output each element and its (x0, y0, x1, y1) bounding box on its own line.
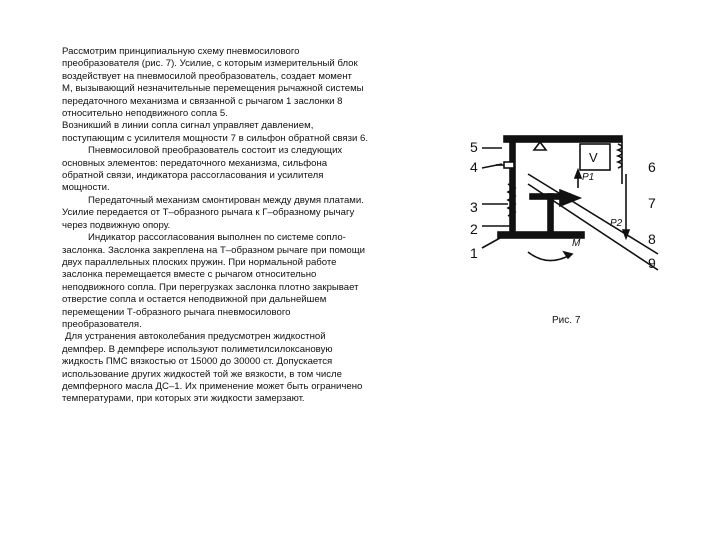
diagram-svg (468, 134, 678, 284)
label-p1: P1 (582, 172, 595, 183)
label-8: 8 (648, 231, 656, 247)
text-line: мощности. (62, 182, 110, 194)
figure-caption: Рис. 7 (552, 315, 581, 326)
pneumatic-converter-diagram (468, 134, 678, 284)
text-line: заслонка. Заслонка закреплена на Т–образном рычаге при помощи (62, 244, 365, 256)
text-line: воздействует на пневмосилой преобразователь, создает момент (62, 70, 352, 82)
label-2: 2 (470, 221, 478, 237)
text-line: Индикатор рассогласования выполнен по системе сопло- (88, 232, 346, 244)
text-line: обратной связи, индикатора рассогласования и усилителя (62, 170, 324, 182)
text-line: Рассмотрим принципиальную схему пневмосилового (62, 46, 300, 57)
top-plate (504, 136, 622, 142)
text-line: жидкость ПМС вязкостью от 15000 до 30000 ст. Допускается (62, 356, 333, 368)
label-v: V (589, 150, 598, 165)
text-line: двух параллельных плоских пружин. При нормальной работе (62, 256, 337, 268)
text-line: поступающим с усилителя мощности 7 в сильфон обратной связи 6. (62, 132, 369, 144)
text-line: отверстие сопла и остается неподвижной при дальнейшем (62, 294, 327, 306)
label-6: 6 (648, 159, 656, 175)
label-7: 7 (648, 195, 656, 211)
pivot-top (534, 142, 546, 150)
text-line: преобразователя (рис. 7). Усилие, с которым измерительный блок (62, 58, 358, 70)
text-line: через подвижную опору. (62, 219, 171, 231)
text-line: М, вызывающий незначительные перемещения рычажной системы (62, 83, 364, 95)
label-9: 9 (648, 255, 656, 271)
label-3: 3 (470, 199, 478, 215)
label-1: 1 (470, 245, 478, 261)
text-line: Усилие передается от Т–образного рычага к Г–образному рычагу (62, 207, 355, 219)
text-line: температурами, при которых эти жидкости замерзают. (62, 393, 305, 405)
text-line: Пневмосиловой преобразователь состоит из следующих (88, 145, 343, 157)
text-line: передаточного механизма и связанной с рычагом 1 заслонки 8 (62, 95, 343, 107)
text-line: преобразователя. (62, 318, 142, 330)
text-line: демпферного масла ДС–1. Их применение может быть ограничено (62, 380, 363, 392)
text-line: заслонка перемещается вместе с рычагом относительно (62, 269, 317, 281)
text-line: Возникший в линии сопла сигнал управляет давлением, (62, 120, 314, 132)
label-5: 5 (470, 139, 478, 155)
text-line: перемещении Т-образного рычага пневмосилового (62, 306, 291, 318)
text-line: использование других жидкостей той же вязкости, в том числе (62, 368, 342, 380)
body-text (62, 46, 418, 406)
text-line: демпфер. В демпфере используют полиметилсилоксановую (62, 343, 333, 355)
text-line: Передаточный механизм смонтирован между двумя платами. (88, 194, 364, 206)
label-4: 4 (470, 159, 478, 175)
nozzle (504, 162, 514, 168)
text-line: неподвижного сопла. При перегрузках заслонка плотно закрывает (62, 281, 359, 293)
label-m: M (572, 238, 581, 249)
text-line: относительно неподвижного сопла 5. (62, 108, 228, 120)
label-p2: P2 (610, 218, 623, 229)
text-line: Для устранения автоколебания предусмотрен жидкостной (65, 331, 326, 343)
text-line: основных элементов: передаточного механизма, сильфона (62, 157, 328, 169)
